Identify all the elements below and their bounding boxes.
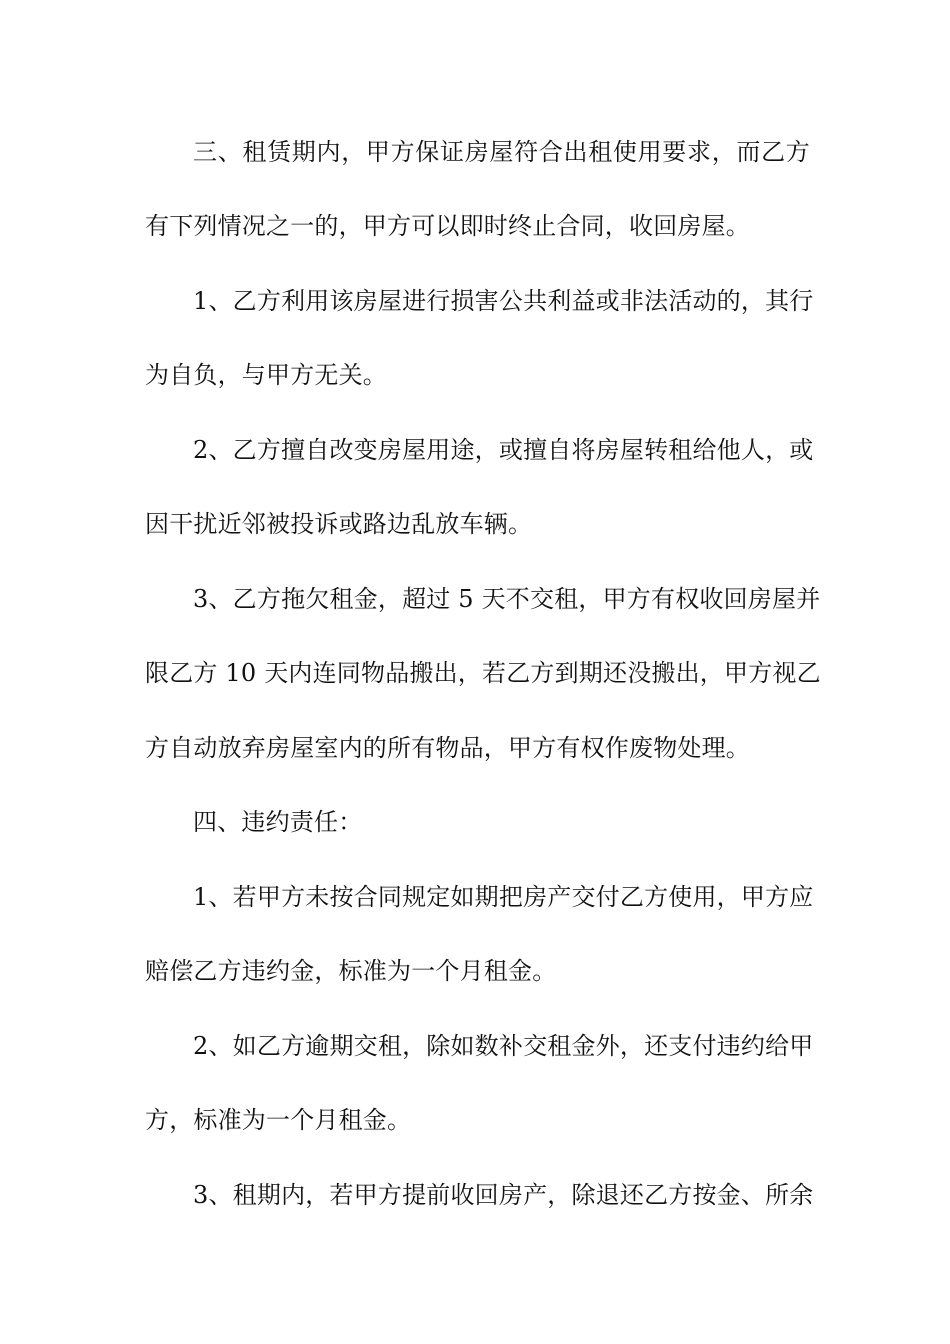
clause-3-heading-line-2: 有下列情况之一的，甲方可以即时终止合同，收回房屋。 (145, 212, 750, 240)
clause-4-item-1-line-1: 1、若甲方未按合同规定如期把房产交付乙方使用，甲方应 (193, 883, 814, 911)
clause-4-heading: 四、违约责任： (193, 808, 363, 836)
clause-3-item-2-line-2: 因干扰近邻被投诉或路边乱放车辆。 (145, 510, 533, 538)
clause-4-item-1-line-2: 赔偿乙方违约金，标准为一个月租金。 (145, 957, 557, 985)
clause-3-item-3-line-1: 3、乙方拖欠租金，超过 5 天不交租，甲方有权收回房屋并 (193, 585, 821, 613)
clause-4-item-2-line-2: 方，标准为一个月租金。 (145, 1106, 412, 1134)
clause-3-heading-line-1: 三、租赁期内，甲方保证房屋符合出租使用要求，而乙方 (193, 138, 810, 166)
clause-3-item-2-line-1: 2、乙方擅自改变房屋用途，或擅自将房屋转租给他人，或 (193, 436, 814, 464)
clause-4-item-3-line-1: 3、租期内，若甲方提前收回房产，除退还乙方按金、所余 (193, 1181, 814, 1209)
clause-4-item-2-line-1: 2、如乙方逾期交租，除如数补交租金外，还支付违约给甲 (193, 1032, 814, 1060)
clause-3-item-3-line-3: 方自动放弃房屋室内的所有物品，甲方有权作废物处理。 (145, 734, 750, 762)
clause-3-item-1-line-2: 为自负，与甲方无关。 (145, 361, 387, 389)
clause-3-item-3-line-2: 限乙方 10 天内连同物品搬出，若乙方到期还没搬出，甲方视乙 (145, 659, 821, 687)
clause-3-item-1-line-1: 1、乙方利用该房屋进行损害公共利益或非法活动的，其行 (193, 287, 814, 315)
